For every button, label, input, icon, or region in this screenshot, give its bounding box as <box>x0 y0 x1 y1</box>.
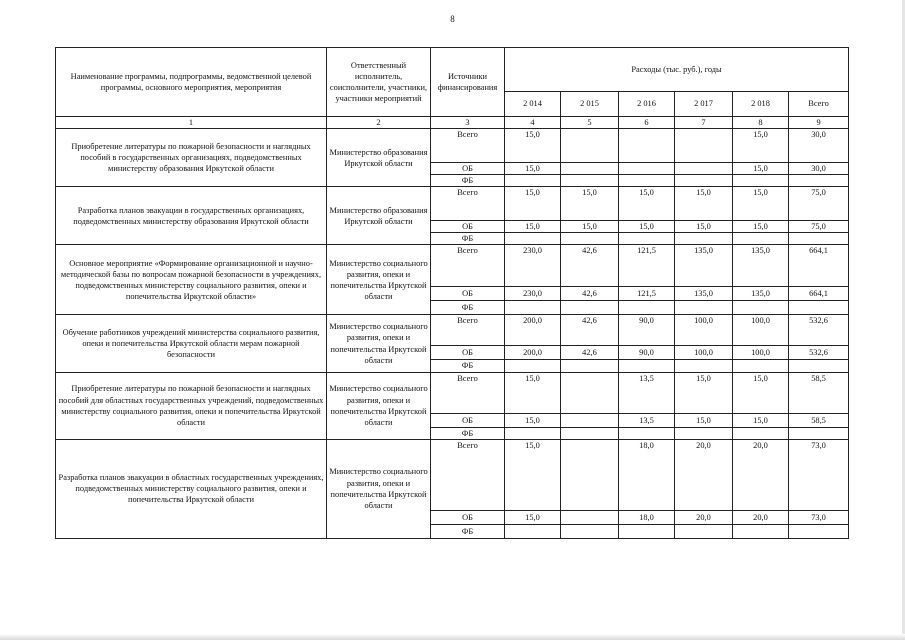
column-number: 6 <box>619 117 675 129</box>
year-value <box>675 233 733 245</box>
year-value: 15,0 <box>733 129 789 163</box>
year-value: 15,0 <box>619 187 675 221</box>
funding-source: Всего <box>431 439 505 510</box>
year-value <box>505 427 561 439</box>
total-value: 58,5 <box>789 413 849 427</box>
column-number: 7 <box>675 117 733 129</box>
year-value: 15,0 <box>561 221 619 233</box>
total-value: 532,6 <box>789 346 849 360</box>
column-number: 5 <box>561 117 619 129</box>
year-value <box>561 163 619 175</box>
table-row <box>56 372 849 413</box>
year-value <box>733 427 789 439</box>
year-value: 135,0 <box>733 245 789 287</box>
year-value <box>675 175 733 187</box>
funding-source: ОБ <box>431 163 505 175</box>
year-value: 15,0 <box>505 129 561 163</box>
funding-source: Всего <box>431 187 505 221</box>
total-value: 30,0 <box>789 129 849 163</box>
table-body <box>56 129 849 539</box>
responsible-executor: Министерство социального развития, опеки и попечительства Иркутской области <box>327 372 431 439</box>
year-value <box>733 301 789 315</box>
year-value <box>561 175 619 187</box>
year-value: 15,0 <box>505 163 561 175</box>
year-value <box>619 129 675 163</box>
year-value: 15,0 <box>505 510 561 524</box>
year-value: 15,0 <box>675 221 733 233</box>
year-value: 15,0 <box>733 221 789 233</box>
expenses-table <box>55 47 849 539</box>
year-value: 200,0 <box>505 315 561 346</box>
funding-source: ОБ <box>431 346 505 360</box>
responsible-executor: Министерство социального развития, опеки и попечительства Иркутской области <box>327 245 431 315</box>
year-value <box>561 439 619 510</box>
funding-source: ОБ <box>431 221 505 233</box>
responsible-executor: Министерство образования Иркутской области <box>327 129 431 187</box>
column-number: 3 <box>431 117 505 129</box>
table-row <box>56 315 849 346</box>
year-value <box>561 524 619 538</box>
year-value <box>619 163 675 175</box>
header-name: Наименование программы, подпрограммы, ведомственной целевой программы, основного мероприятия, мероприятия <box>56 48 327 117</box>
header-year-2016: 2 016 <box>619 92 675 117</box>
year-value: 15,0 <box>733 372 789 413</box>
year-value <box>619 233 675 245</box>
year-value <box>505 360 561 372</box>
total-value <box>789 360 849 372</box>
column-numbers-row <box>56 117 849 129</box>
year-value: 15,0 <box>505 372 561 413</box>
header-year-2014: 2 014 <box>505 92 561 117</box>
year-value: 100,0 <box>675 346 733 360</box>
year-value: 230,0 <box>505 287 561 301</box>
year-value: 135,0 <box>675 245 733 287</box>
year-value: 100,0 <box>733 315 789 346</box>
year-value: 15,0 <box>505 221 561 233</box>
year-value: 15,0 <box>675 413 733 427</box>
year-value <box>675 427 733 439</box>
funding-source: ОБ <box>431 287 505 301</box>
year-value: 42,6 <box>561 346 619 360</box>
year-value <box>561 372 619 413</box>
year-value <box>619 360 675 372</box>
year-value: 42,6 <box>561 315 619 346</box>
header-total: Всего <box>789 92 849 117</box>
total-value: 532,6 <box>789 315 849 346</box>
measure-name: Обучение работников учреждений министерства социального развития, опеки и попечительства Иркутской области мерам пожарной безопасности <box>56 315 327 372</box>
year-value: 20,0 <box>733 439 789 510</box>
year-value <box>505 233 561 245</box>
year-value <box>561 360 619 372</box>
year-value: 135,0 <box>733 287 789 301</box>
total-value <box>789 427 849 439</box>
total-value: 664,1 <box>789 245 849 287</box>
year-value: 135,0 <box>675 287 733 301</box>
year-value: 20,0 <box>675 510 733 524</box>
funding-source: ФБ <box>431 301 505 315</box>
year-value: 42,6 <box>561 245 619 287</box>
year-value: 15,0 <box>675 372 733 413</box>
total-value <box>789 233 849 245</box>
year-value <box>561 510 619 524</box>
year-value: 15,0 <box>619 221 675 233</box>
table-row <box>56 129 849 163</box>
header-source: Источники финансирования <box>431 48 505 117</box>
total-value: 75,0 <box>789 187 849 221</box>
header-year-2015: 2 015 <box>561 92 619 117</box>
column-number: 2 <box>327 117 431 129</box>
year-value <box>675 524 733 538</box>
table-row <box>56 245 849 287</box>
total-value <box>789 175 849 187</box>
year-value: 100,0 <box>733 346 789 360</box>
year-value <box>561 233 619 245</box>
measure-name: Разработка планов эвакуации в областных государственных учреждениях, подведомственных министерству социального развития, опеки и попечительства Иркутской области <box>56 439 327 538</box>
total-value <box>789 301 849 315</box>
funding-source: ФБ <box>431 233 505 245</box>
responsible-executor: Министерство социального развития, опеки и попечительства Иркутской области <box>327 439 431 538</box>
measure-name: Основное мероприятие «Формирование организационной и научно-методической базы по вопросам пожарной безопасности в учреждениях, подведомственных министерству социального развития, опеки и попечительства Иркутской области» <box>56 245 327 315</box>
year-value: 90,0 <box>619 315 675 346</box>
measure-name: Разработка планов эвакуации в государственных организациях, подведомственных министерству образования Иркутской области <box>56 187 327 245</box>
total-value: 73,0 <box>789 439 849 510</box>
year-value: 13,5 <box>619 372 675 413</box>
column-number: 9 <box>789 117 849 129</box>
year-value: 200,0 <box>505 346 561 360</box>
total-value <box>789 524 849 538</box>
year-value: 15,0 <box>733 163 789 175</box>
year-value <box>619 524 675 538</box>
year-value <box>561 129 619 163</box>
funding-source: ФБ <box>431 524 505 538</box>
year-value: 15,0 <box>505 439 561 510</box>
year-value <box>619 301 675 315</box>
year-value <box>561 301 619 315</box>
year-value: 20,0 <box>675 439 733 510</box>
header-year-2018: 2 018 <box>733 92 789 117</box>
year-value <box>675 360 733 372</box>
funding-source: ФБ <box>431 360 505 372</box>
year-value: 15,0 <box>561 187 619 221</box>
funding-source: Всего <box>431 129 505 163</box>
year-value: 15,0 <box>733 187 789 221</box>
measure-name: Приобретение литературы по пожарной безопасности и наглядных пособий в государственных организациях, подведомственных министерству образования Иркутской области <box>56 129 327 187</box>
year-value: 20,0 <box>733 510 789 524</box>
table-row <box>56 439 849 510</box>
total-value: 30,0 <box>789 163 849 175</box>
total-value: 73,0 <box>789 510 849 524</box>
responsible-executor: Министерство социального развития, опеки и попечительства Иркутской области <box>327 315 431 372</box>
header-year-2017: 2 017 <box>675 92 733 117</box>
year-value <box>505 175 561 187</box>
year-value <box>505 301 561 315</box>
year-value: 100,0 <box>675 315 733 346</box>
funding-source: ОБ <box>431 413 505 427</box>
year-value: 15,0 <box>505 187 561 221</box>
funding-source: Всего <box>431 315 505 346</box>
funding-source: ФБ <box>431 427 505 439</box>
year-value <box>675 129 733 163</box>
table-row <box>56 187 849 221</box>
total-value: 664,1 <box>789 287 849 301</box>
year-value: 15,0 <box>733 413 789 427</box>
total-value: 58,5 <box>789 372 849 413</box>
year-value <box>675 301 733 315</box>
year-value: 121,5 <box>619 287 675 301</box>
column-number: 4 <box>505 117 561 129</box>
year-value: 230,0 <box>505 245 561 287</box>
column-number: 8 <box>733 117 789 129</box>
funding-source: ФБ <box>431 175 505 187</box>
year-value <box>733 233 789 245</box>
year-value: 18,0 <box>619 510 675 524</box>
funding-source: ОБ <box>431 510 505 524</box>
year-value: 15,0 <box>505 413 561 427</box>
year-value <box>561 427 619 439</box>
year-value <box>619 175 675 187</box>
year-value <box>619 427 675 439</box>
year-value <box>733 175 789 187</box>
year-value <box>733 360 789 372</box>
year-value <box>675 163 733 175</box>
responsible-executor: Министерство образования Иркутской области <box>327 187 431 245</box>
year-value: 13,5 <box>619 413 675 427</box>
measure-name: Приобретение литературы по пожарной безопасности и наглядных пособий для областных государственных учреждений, подведомственных министерству социального развития, опеки и попечительства Иркутской области <box>56 372 327 439</box>
table-header <box>56 48 849 129</box>
year-value: 18,0 <box>619 439 675 510</box>
column-number: 1 <box>56 117 327 129</box>
funding-source: Всего <box>431 372 505 413</box>
year-value: 90,0 <box>619 346 675 360</box>
header-executor: Ответственный исполнитель, соисполнители, участники, участники мероприятий <box>327 48 431 117</box>
year-value <box>505 524 561 538</box>
funding-source: Всего <box>431 245 505 287</box>
year-value: 121,5 <box>619 245 675 287</box>
year-value <box>561 413 619 427</box>
page-number: 8 <box>450 14 455 24</box>
year-value <box>733 524 789 538</box>
year-value: 15,0 <box>675 187 733 221</box>
header-expenses: Расходы (тыс. руб.), годы <box>505 48 849 92</box>
year-value: 42,6 <box>561 287 619 301</box>
total-value: 75,0 <box>789 221 849 233</box>
scan-shadow-bottom <box>0 634 905 640</box>
